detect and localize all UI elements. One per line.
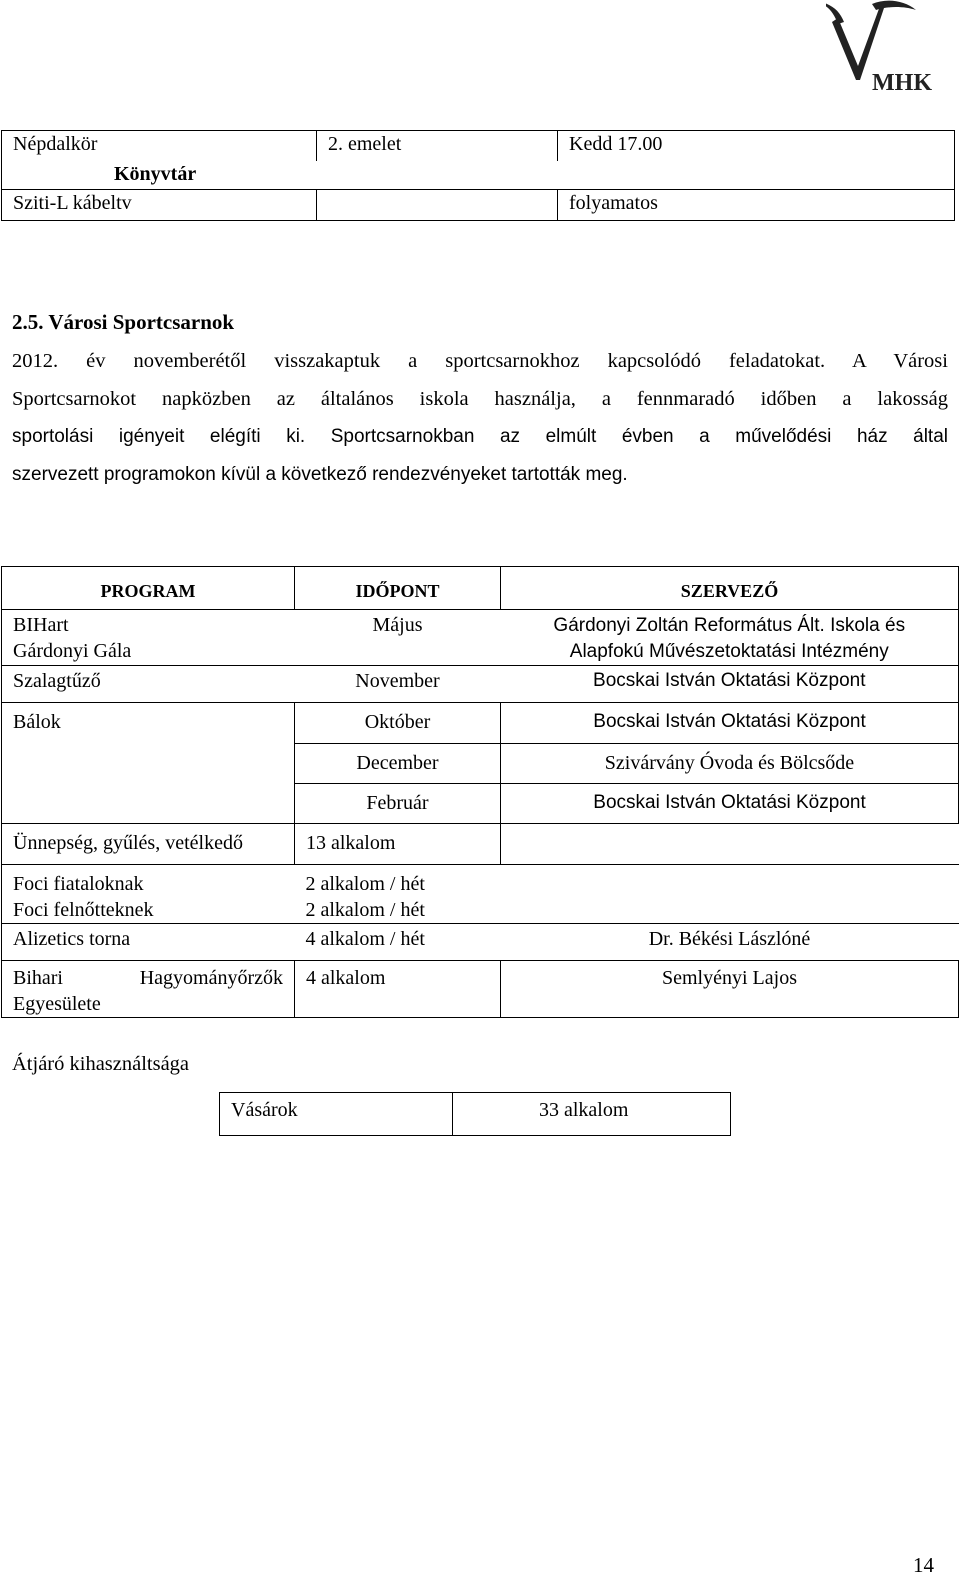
idopont-text: Október: [364, 711, 431, 733]
program-table: [1, 566, 959, 1018]
cell: [501, 666, 959, 703]
cell: [558, 190, 955, 221]
szervezo-text: Bocskai István Oktatási Központ: [593, 791, 866, 813]
szervezo-text: Semlyényi Lajos: [662, 967, 797, 989]
cell: [2, 610, 295, 666]
cell: [501, 610, 959, 666]
program-text: Gárdonyi Gála: [13, 640, 132, 662]
program-text: Szalagtűző: [13, 670, 101, 692]
section-paragraph: [12, 342, 948, 494]
cell: [295, 610, 501, 666]
cell: [558, 131, 955, 162]
cell: [2, 961, 295, 1018]
program-text: BIHart: [13, 614, 69, 636]
program-text: Alizetics torna: [13, 928, 131, 950]
program-text: Foci fiataloknak: [13, 873, 144, 895]
cell: [295, 824, 501, 865]
program-line: [13, 965, 283, 991]
atjaro-label: Vásárok: [231, 1099, 298, 1121]
cell: [317, 131, 558, 162]
szervezo-text: Bocskai István Oktatási Központ: [593, 670, 866, 691]
cell: [501, 961, 959, 1018]
cell: [220, 1093, 453, 1136]
szervezo-text: Bocskai István Oktatási Központ: [593, 711, 866, 732]
cell: [2, 190, 317, 221]
atjaro-heading: Átjáró kihasználtsága: [12, 1053, 190, 1075]
szervezo-text: Gárdonyi Zoltán Református Ált. Iskola és: [553, 615, 906, 636]
cell: [2, 924, 295, 961]
idopont-text: November: [355, 670, 440, 692]
szervezo-text: Alapfokú Művészetoktatási Intézmény: [569, 641, 889, 662]
cell-text: Sziti-L kábeltv: [13, 192, 132, 214]
cell: [453, 1093, 731, 1136]
page-number: 14: [913, 1553, 934, 1577]
cell: [295, 783, 501, 824]
idopont-text: 2 alkalom / hét: [305, 899, 425, 921]
cell: [295, 961, 501, 1018]
cell: [2, 783, 295, 824]
cell: [501, 703, 959, 744]
top-table: [1, 130, 955, 221]
atjaro-table: [219, 1092, 731, 1136]
program-text: Egyesülete: [13, 993, 101, 1015]
cell: [501, 865, 959, 924]
header-szervezo: SZERVEZŐ: [501, 567, 959, 610]
cell-text: Könyvtár: [114, 163, 197, 185]
cell: [295, 743, 501, 783]
idopont-text: 2 alkalom / hét: [305, 873, 425, 895]
program-text: Hagyományőrzők: [139, 967, 283, 989]
idopont-text: 4 alkalom: [306, 967, 386, 989]
cell: [501, 743, 959, 783]
program-text: Bálok: [13, 711, 61, 733]
idopont-text: 13 alkalom: [306, 832, 396, 854]
paragraph-line: szervezett programokon kívül a következő rendezvényeket tartották meg.: [12, 464, 628, 485]
section-heading: 2.5. Városi Sportcsarnok: [12, 310, 235, 334]
idopont-text: 4 alkalom / hét: [305, 928, 425, 950]
cell-text: 2. emelet: [328, 133, 402, 155]
cell: [501, 783, 959, 824]
cell: [295, 666, 501, 703]
cell: [2, 131, 317, 162]
paragraph-line: Sportcsarnokot napközben az általános iskola használja, a fennmaradó időben a lakosság: [12, 388, 948, 410]
header-program: PROGRAM: [2, 567, 295, 610]
atjaro-value: 33 alkalom: [539, 1099, 629, 1121]
cell-text: folyamatos: [569, 192, 658, 214]
cell: [2, 666, 295, 703]
paragraph-line: 2012. év novemberétől visszakaptuk a sportcsarnokhoz kapcsolódó feladatokat. A Városi: [12, 350, 948, 372]
cell: [2, 703, 295, 744]
mhk-logo: [826, 0, 952, 100]
cell: [317, 190, 558, 221]
szervezo-text: Dr. Békési Lászlóné: [648, 928, 811, 950]
cell: [501, 824, 959, 865]
cell-text: Kedd 17.00: [569, 133, 663, 155]
cell: [2, 824, 295, 865]
idopont-text: Május: [372, 614, 423, 636]
cell: [2, 743, 295, 783]
idopont-text: Február: [366, 791, 429, 814]
szervezo-text: Szivárvány Óvoda és Bölcsőde: [604, 751, 855, 774]
program-text: Ünnepség, gyűlés, vetélkedő: [13, 832, 243, 854]
header-idopont: IDŐPONT: [295, 567, 501, 610]
idopont-text: December: [356, 751, 439, 774]
cell: [501, 924, 959, 961]
cell-text: Népdalkör: [13, 133, 98, 155]
cell: [2, 161, 955, 190]
cell: [295, 703, 501, 744]
program-text: Bihari: [13, 967, 63, 989]
cell: [295, 924, 501, 961]
cell: [295, 865, 501, 924]
cell: [2, 865, 295, 924]
logo-text: MHK: [872, 70, 932, 96]
program-text: Foci felnőtteknek: [13, 899, 154, 921]
paragraph-line: sportolási igényeit elégíti ki. Sportcsarnokban az elmúlt évben a művelődési ház által: [12, 426, 948, 447]
